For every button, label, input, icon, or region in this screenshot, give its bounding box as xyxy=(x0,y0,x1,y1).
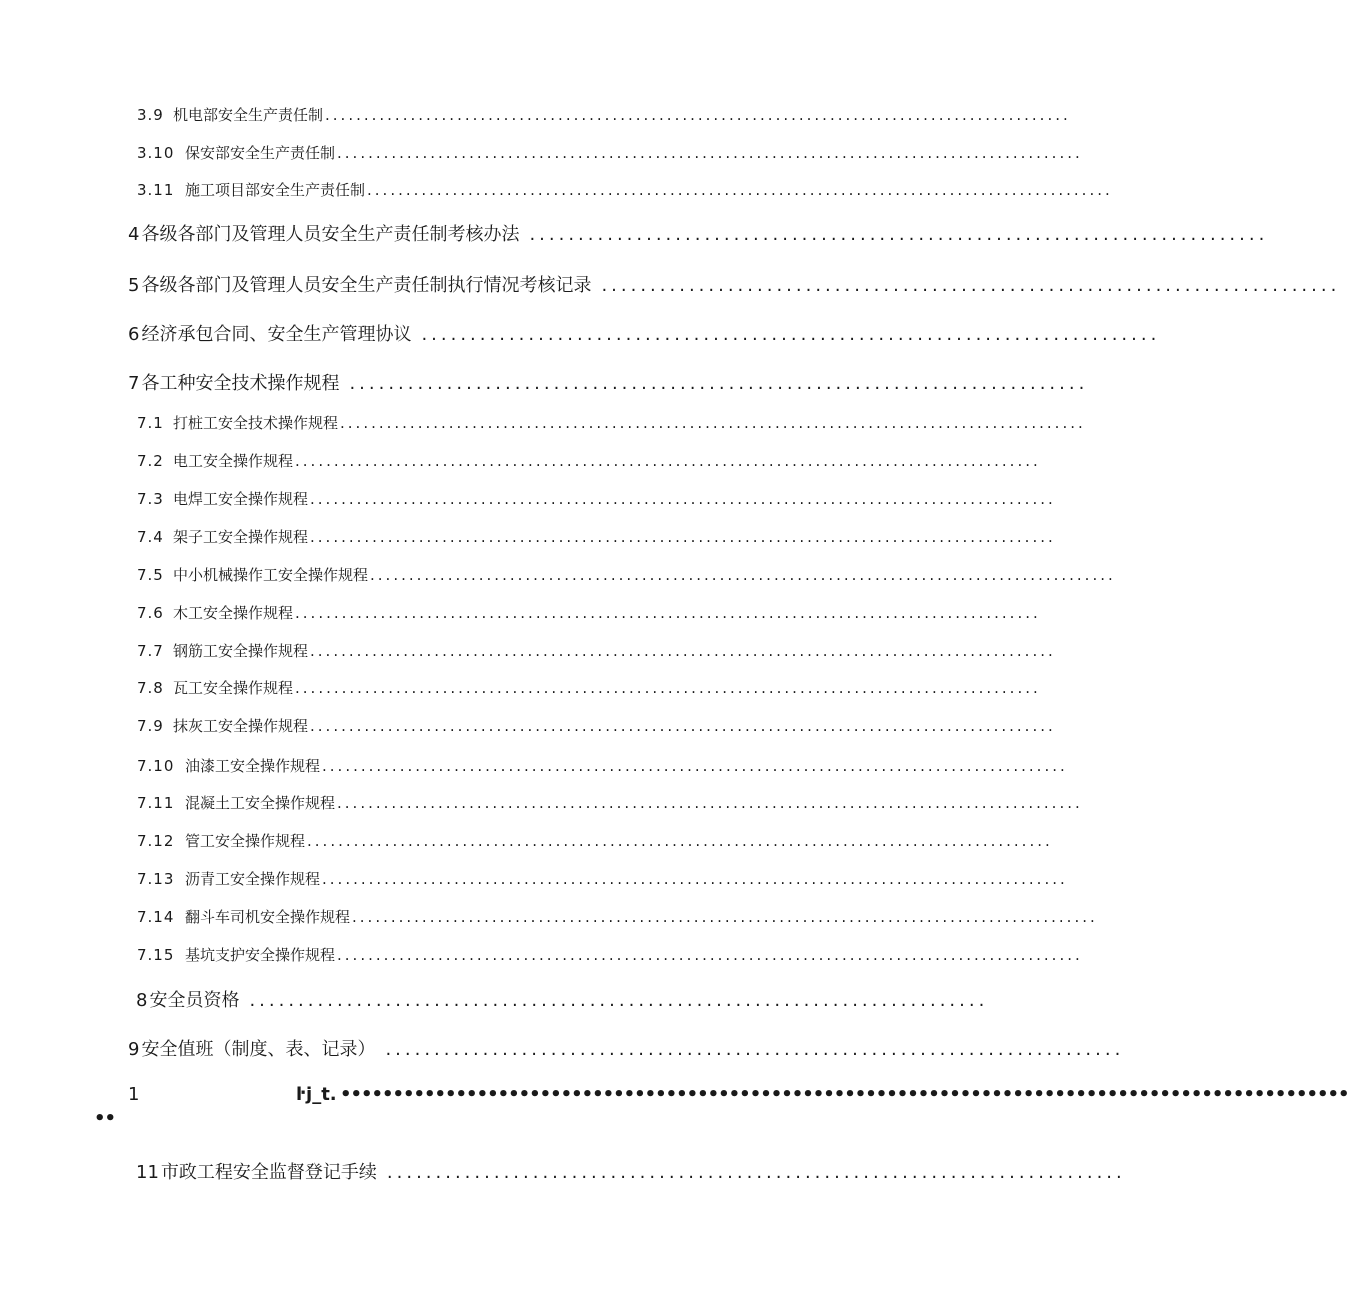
toc-leader-dots: ................................................................................................ xyxy=(310,528,1056,546)
toc-leader-dots: ................................................................................................ xyxy=(337,144,1083,162)
toc-item-title: ŀj_t. xyxy=(296,1084,337,1105)
toc-item-number: 3.11 xyxy=(137,181,175,199)
toc-leader-dots: ................................................................................................ xyxy=(370,566,1116,584)
toc-leader-dots: ................................................................................................ xyxy=(325,106,1071,124)
toc-leader-dots: ................................................................................................ xyxy=(322,870,1068,888)
toc-item-number: 7.5 xyxy=(137,566,164,584)
toc-item-7-13[interactable] xyxy=(137,868,1068,890)
toc-leader-dots: ................................................................................................ xyxy=(367,181,1113,199)
toc-item-number: 7.11 xyxy=(137,794,175,812)
toc-leader-dots: ................................................................................................ xyxy=(352,908,1098,926)
toc-leader-dots: ............................................................................ xyxy=(249,990,989,1011)
toc-leader-dots: ................................................................................................ xyxy=(340,414,1086,432)
toc-leader-dots: ................................................................................................ xyxy=(295,679,1041,697)
toc-item-number: 4 xyxy=(128,224,140,245)
toc-item-title: 抹灰工安全操作规程 xyxy=(173,717,309,735)
toc-item-title: 基坑支护安全操作规程 xyxy=(185,946,336,964)
toc-item-number: 11 xyxy=(136,1162,159,1183)
toc-item-number: 6 xyxy=(128,324,140,345)
toc-item-title: 保安部安全生产责任制 xyxy=(185,144,336,162)
toc-item-7-2[interactable] xyxy=(137,450,1041,472)
toc-item-number: 7.14 xyxy=(137,908,175,926)
toc-item-9[interactable] xyxy=(128,1035,1125,1061)
toc-item-5[interactable] xyxy=(128,271,1341,297)
toc-leader-dots: ................................................................................................ xyxy=(310,490,1056,508)
toc-item-title: 施工项目部安全生产责任制 xyxy=(185,181,366,199)
toc-item-title: 木工安全操作规程 xyxy=(173,604,294,622)
toc-item-number: 3.10 xyxy=(137,144,175,162)
toc-leader-dots: •••••••••••••••••••••••••••••••••••••••••••••••••••••••••••••••••••••••••••••••••••••••••••••••• xyxy=(340,1084,1348,1105)
toc-item-number: 7.9 xyxy=(137,717,164,735)
toc-item-title: 安全值班（制度、表、记录） xyxy=(141,1039,376,1060)
toc-item-7-9[interactable] xyxy=(137,715,1056,737)
toc-leader-dots: ............................................................................ xyxy=(385,1039,1125,1060)
toc-item-7-14[interactable] xyxy=(137,906,1098,928)
toc-item-number: 7.8 xyxy=(137,679,164,697)
toc-leader-dots: ................................................................................................ xyxy=(310,642,1056,660)
toc-item-number: 7.12 xyxy=(137,832,175,850)
toc-item-title: 各级各部门及管理人员安全生产责任制考核办法 xyxy=(141,224,520,245)
toc-item-number: 7.7 xyxy=(137,642,164,660)
toc-leader-dots: ............................................................................ xyxy=(601,275,1341,296)
toc-item-number: 7 xyxy=(128,373,140,394)
toc-item-number: 7.6 xyxy=(137,604,164,622)
toc-item-number: 9 xyxy=(128,1039,140,1060)
toc-item-title: 中小机械操作工安全操作规程 xyxy=(173,566,369,584)
toc-leader-dots: ................................................................................................ xyxy=(322,757,1068,775)
toc-item-title: 电工安全操作规程 xyxy=(173,452,294,470)
toc-item-title: 钢筋工安全操作规程 xyxy=(173,642,309,660)
toc-leader-dots: ................................................................................................ xyxy=(295,452,1041,470)
toc-item-7-6[interactable] xyxy=(137,602,1041,624)
toc-item-title: 管工安全操作规程 xyxy=(185,832,306,850)
toc-item-7-7[interactable] xyxy=(137,640,1056,662)
toc-item-number: 7.10 xyxy=(137,757,175,775)
toc-item-number: 8 xyxy=(136,990,148,1011)
toc-item-title: 架子工安全操作规程 xyxy=(173,528,309,546)
toc-leader-dots: ................................................................................................ xyxy=(307,832,1053,850)
toc-item-8[interactable] xyxy=(136,986,989,1012)
toc-item-7-10[interactable] xyxy=(137,755,1068,777)
toc-item-7-4[interactable] xyxy=(137,526,1056,548)
toc-item-7-5[interactable] xyxy=(137,564,1116,586)
toc-item-number: 7.2 xyxy=(137,452,164,470)
toc-item-number: 1 xyxy=(128,1084,140,1105)
toc-item-title: 瓦工安全操作规程 xyxy=(173,679,294,697)
toc-item-title: 市政工程安全监督登记手续 xyxy=(160,1162,377,1183)
toc-item-title: 各工种安全技术操作规程 xyxy=(141,373,340,394)
toc-item-7-8[interactable] xyxy=(137,677,1041,699)
toc-item-title: 打桩工安全技术操作规程 xyxy=(173,414,339,432)
toc-item-title: 机电部安全生产责任制 xyxy=(173,106,324,124)
toc-item-title: 沥青工安全操作规程 xyxy=(185,870,321,888)
toc-item-number: 7.3 xyxy=(137,490,164,508)
toc-item-title: 混凝土工安全操作规程 xyxy=(185,794,336,812)
toc-leader-dots: ................................................................................................ xyxy=(337,794,1083,812)
toc-leader-dots: ............................................................................ xyxy=(421,324,1161,345)
toc-item-7-12[interactable] xyxy=(137,830,1053,852)
toc-item-title: 油漆工安全操作规程 xyxy=(185,757,321,775)
toc-item-title: 安全员资格 xyxy=(149,990,240,1011)
toc-item-10-garbled[interactable] xyxy=(128,1084,1348,1110)
toc-item-7-11[interactable] xyxy=(137,792,1083,814)
toc-item-11[interactable] xyxy=(136,1158,1126,1184)
toc-leader-dots: ............................................................................ xyxy=(386,1162,1126,1183)
toc-item-title: 经济承包合同、安全生产管理协议 xyxy=(141,324,412,345)
toc-item-7-3[interactable] xyxy=(137,488,1056,510)
toc-item-7-1[interactable] xyxy=(137,412,1086,434)
toc-leader-dots: ............................................................................ xyxy=(349,373,1089,394)
toc-item-title: 各级各部门及管理人员安全生产责任制执行情况考核记录 xyxy=(141,275,592,296)
toc-item-title: 翻斗车司机安全操作规程 xyxy=(185,908,351,926)
toc-item-3-11[interactable] xyxy=(137,179,1113,201)
toc-item-number: 5 xyxy=(128,275,140,296)
toc-item-number: 3.9 xyxy=(137,106,164,124)
toc-item-number: 7.13 xyxy=(137,870,175,888)
toc-item-3-10[interactable] xyxy=(137,142,1083,164)
toc-leader-dots: ................................................................................................ xyxy=(295,604,1041,622)
toc-item-6[interactable] xyxy=(128,320,1161,346)
toc-item-title: 电焊工安全操作规程 xyxy=(173,490,309,508)
toc-item-7[interactable] xyxy=(128,369,1089,395)
stray-dots: •• xyxy=(94,1108,116,1129)
toc-item-number: 7.15 xyxy=(137,946,175,964)
toc-item-4[interactable] xyxy=(128,220,1269,246)
toc-item-7-15[interactable] xyxy=(137,944,1083,966)
toc-item-number: 7.4 xyxy=(137,528,164,546)
toc-item-number: 7.1 xyxy=(137,414,164,432)
toc-leader-dots: ................................................................................................ xyxy=(337,946,1083,964)
toc-leader-dots: ............................................................................ xyxy=(529,224,1269,245)
toc-leader-dots: ................................................................................................ xyxy=(310,717,1056,735)
toc-item-3-9[interactable] xyxy=(137,104,1071,126)
